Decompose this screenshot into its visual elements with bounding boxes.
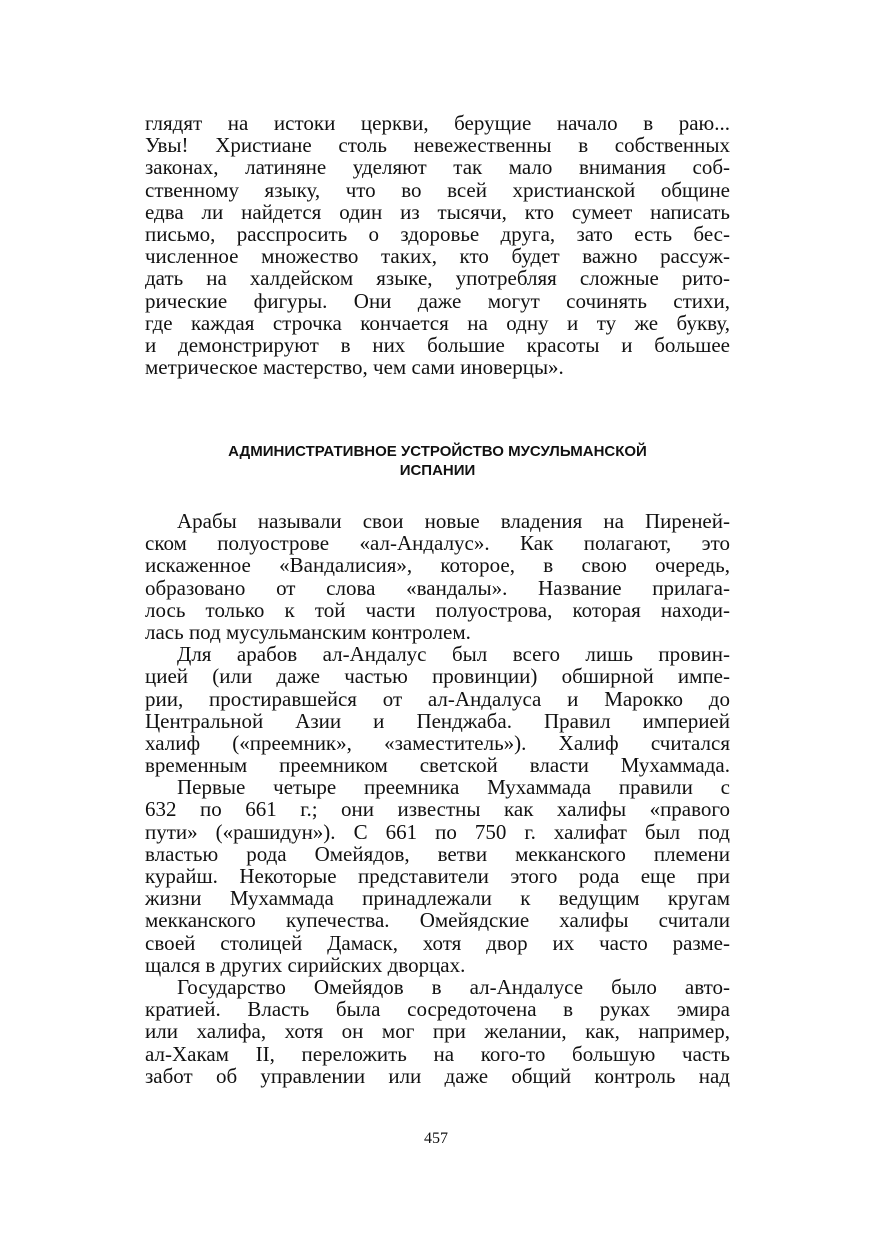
text-line: временным преемником светской власти Мухаммада. [145, 753, 730, 778]
text-line: ал-Хакам II, переложить на кого-то большую часть [145, 1041, 730, 1066]
paragraph-first-line: Первые четыре преемника Мухаммада правили с [177, 775, 730, 800]
section-heading [145, 442, 730, 480]
text-line: цией (или даже частью провинции) обширной импе- [145, 664, 730, 689]
text-line: рические фигуры. Они даже могут сочинять стихи, [145, 288, 730, 313]
paragraph-first-line: Государство Омейядов в ал-Андалусе было авто- [177, 974, 730, 999]
paragraph-first-line: Арабы называли свои новые владения на Пиреней- [177, 509, 730, 533]
quote-paragraph [145, 112, 730, 378]
text-line: рии, простиравшейся от ал-Андалуса и Марокко до [145, 686, 730, 711]
text-line: или халифа, хотя он мог при желании, как, например, [145, 1019, 730, 1044]
text-line: образовано от слова «вандалы». Название прилага- [145, 575, 730, 600]
text-line: и демонстрируют в них большие красоты и большее [145, 332, 730, 357]
text-line: Увы! Христиане столь невежественны в собственных [145, 133, 730, 158]
text-line: глядят на истоки церкви, берущие начало в раю... [145, 111, 730, 135]
section-heading-line: АДМИНИСТРАТИВНОЕ УСТРОЙСТВО МУСУЛЬМАНСКОЙ [228, 443, 647, 460]
text-line: мекканского купечества. Омейядские халифы считали [145, 908, 730, 933]
text-line: своей столицей Дамаск, хотя двор их часто разме- [145, 930, 730, 955]
text-line: метрическое мастерство, чем сами иноверцы». [145, 355, 564, 380]
text-line: искаженное «Вандалисия», которое, в свою очередь, [145, 553, 730, 578]
text-line: письмо, расспросить о здоровье друга, зато есть бес- [145, 221, 730, 246]
text-line: законах, латиняне уделяют так мало внимания соб- [145, 155, 730, 180]
text-line: властью рода Омейядов, ветви мекканского племени [145, 841, 730, 866]
section-heading-line: ИСПАНИИ [399, 462, 476, 479]
text-line: курайш. Некоторые представители этого рода еще при [145, 864, 730, 888]
text-line: ском полуострове «ал-Андалус». Как полагают, это [145, 531, 730, 556]
text-line: Центральной Азии и Пенджаба. Правил империей [145, 708, 730, 733]
paragraph-first-line: Для арабов ал-Андалус был всего лишь провин- [177, 642, 730, 667]
page-number: 457 [424, 1130, 448, 1147]
text-line: лась под мусульманским контролем. [145, 619, 471, 644]
text-line: численное множество таких, кто будет важно рассуж- [145, 244, 730, 269]
text-line: дать на халдейском языке, употребляя сложные рито- [145, 266, 730, 291]
text-line: халиф («преемник», «заместитель»). Халиф считался [145, 730, 730, 755]
text-line: жизни Мухаммада принадлежали к ведущим кругам [145, 886, 730, 911]
text-line: пути» («рашидун»). С 661 по 750 г. халифат был под [145, 819, 730, 844]
text-line: лось только к той части полуострова, которая находи- [145, 597, 730, 622]
text-line: ственному языку, что во всей христианской общине [145, 177, 730, 202]
text-line: забот об управлении или даже общий контроль над [145, 1063, 730, 1088]
text-line: щался в других сирийских дворцах. [145, 952, 466, 977]
text-line: где каждая строчка кончается на одну и ту же букву, [145, 310, 730, 335]
body-text [145, 510, 730, 1087]
text-line: едва ли найдется один из тысячи, кто сумеет написать [145, 199, 730, 224]
text-line: кратией. Власть была сосредоточена в руках эмира [145, 997, 730, 1022]
text-line: 632 по 661 г.; они известны как халифы «правого [145, 797, 730, 822]
